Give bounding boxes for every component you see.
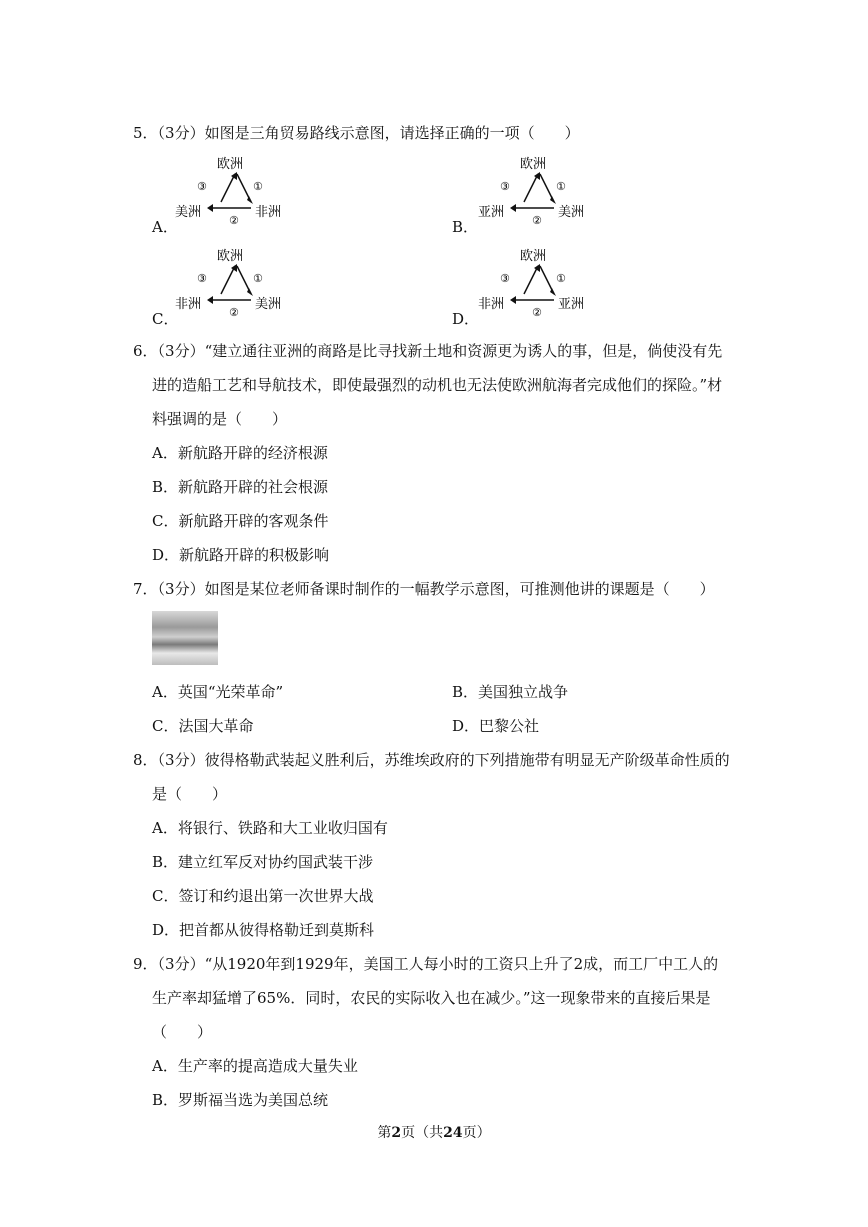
svg-text:①: ① <box>556 180 566 193</box>
question-8-stem-line1: 8．（3分）彼得格勒武装起义胜利后，苏维埃政府的下列措施带有明显无产阶级革命性质的 <box>133 751 730 769</box>
triangle-arrows-icon <box>476 246 594 318</box>
svg-text:非洲: 非洲 <box>175 296 202 311</box>
svg-text:②: ② <box>532 306 542 318</box>
svg-text:③: ③ <box>500 272 510 285</box>
trade-diagram-d <box>476 246 594 318</box>
svg-text:非洲: 非洲 <box>478 296 505 311</box>
svg-text:③: ③ <box>500 180 510 193</box>
question-7-stem: 7．（3分）如图是某位老师备课时制作的一幅教学示意图，可推测他讲的课题是（ ） <box>133 580 715 598</box>
svg-text:③: ③ <box>197 180 207 193</box>
footer-mid: 页（共 <box>401 1125 444 1141</box>
svg-text:美洲: 美洲 <box>255 296 282 311</box>
svg-text:①: ① <box>253 180 263 193</box>
svg-text:非洲: 非洲 <box>255 204 282 219</box>
teaching-diagram-image <box>152 611 218 665</box>
trade-diagram-c <box>173 246 291 318</box>
question-9-stem-line2: 生产率却猛增了65%．同时，农民的实际收入也在减少。”这一现象带来的直接后果是 <box>152 989 711 1007</box>
page-footer <box>0 1122 868 1142</box>
question-8-option-c[interactable]: C．签订和约退出第一次世界大战 <box>152 887 374 905</box>
question-8-option-b[interactable]: B．建立红军反对协约国武装干涉 <box>152 853 374 871</box>
option-b-letter[interactable]: B． <box>452 218 479 236</box>
svg-text:欧洲: 欧洲 <box>217 156 244 171</box>
question-7-option-a[interactable]: A．英国“光荣革命” <box>152 683 284 701</box>
trade-diagram-b <box>476 154 594 226</box>
footer-total-pages: 24 <box>443 1125 463 1141</box>
svg-text:②: ② <box>532 214 542 226</box>
question-6-stem-line2: 进的造船工艺和导航技术，即使最强烈的动机也无法使欧洲航海者完成他们的探险。”材 <box>152 376 723 394</box>
svg-text:美洲: 美洲 <box>175 204 202 219</box>
option-c-letter[interactable]: C． <box>152 310 179 328</box>
svg-text:②: ② <box>229 214 239 226</box>
svg-text:①: ① <box>556 272 566 285</box>
footer-post: 页） <box>462 1125 491 1141</box>
question-6-stem-line3: 料强调的是（ ） <box>152 410 288 428</box>
question-9-option-b[interactable]: B．罗斯福当选为美国总统 <box>152 1091 329 1109</box>
question-6-option-b[interactable]: B．新航路开辟的社会根源 <box>152 478 329 496</box>
option-a-letter[interactable]: A． <box>152 218 178 236</box>
triangle-arrows-icon <box>173 246 291 318</box>
svg-text:②: ② <box>229 306 239 318</box>
question-9-stem-line3: （ ） <box>152 1023 213 1041</box>
question-7-option-b[interactable]: B．美国独立战争 <box>452 683 569 701</box>
question-8-stem-line2: 是（ ） <box>152 785 228 803</box>
triangle-arrows-icon <box>173 154 291 226</box>
question-8-option-d[interactable]: D．把首都从彼得格勒迁到莫斯科 <box>152 921 375 939</box>
svg-text:美洲: 美洲 <box>558 204 585 219</box>
option-d-letter[interactable]: D． <box>452 310 480 328</box>
question-6-option-a[interactable]: A．新航路开辟的经济根源 <box>152 444 328 462</box>
question-9-option-a[interactable]: A．生产率的提高造成大量失业 <box>152 1057 358 1075</box>
question-6-option-c[interactable]: C．新航路开辟的客观条件 <box>152 512 329 530</box>
svg-text:欧洲: 欧洲 <box>520 156 547 171</box>
trade-diagram-a <box>173 154 291 226</box>
question-6-option-d[interactable]: D．新航路开辟的积极影响 <box>152 546 330 564</box>
svg-text:①: ① <box>253 272 263 285</box>
svg-text:亚洲: 亚洲 <box>478 204 505 219</box>
question-9-stem-line1: 9．（3分）“从1920年到1929年，美国工人每小时的工资只上升了2成，而工厂中工人的 <box>133 955 719 973</box>
footer-page-number: 2 <box>391 1125 402 1141</box>
triangle-arrows-icon <box>476 154 594 226</box>
footer-pre: 第 <box>377 1125 392 1141</box>
question-7-option-d[interactable]: D．巴黎公社 <box>452 717 540 735</box>
svg-text:亚洲: 亚洲 <box>558 296 585 311</box>
svg-text:③: ③ <box>197 272 207 285</box>
question-5-stem: 5．（3分）如图是三角贸易路线示意图，请选择正确的一项（ ） <box>133 124 580 142</box>
question-6-stem-line1: 6．（3分）“建立通往亚洲的商路是比寻找新土地和资源更为诱人的事，但是，倘使没有先 <box>133 342 723 360</box>
question-7-option-c[interactable]: C．法国大革命 <box>152 717 254 735</box>
svg-text:欧洲: 欧洲 <box>217 248 244 263</box>
question-8-option-a[interactable]: A．将银行、铁路和大工业收归国有 <box>152 819 388 837</box>
svg-text:欧洲: 欧洲 <box>520 248 547 263</box>
